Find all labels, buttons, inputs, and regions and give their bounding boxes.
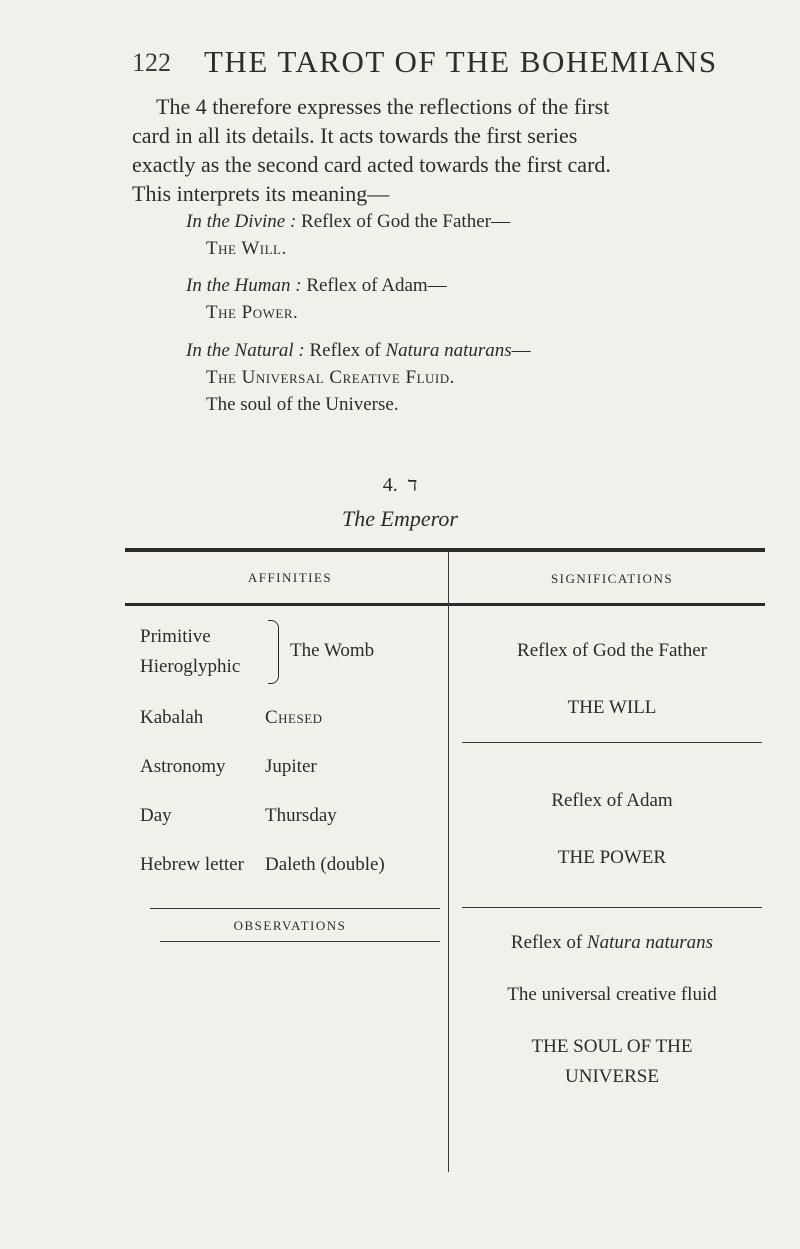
aspect-text: Reflex of God the Father— <box>301 211 510 232</box>
signification-line: Reflex of Natura naturans <box>510 932 714 953</box>
header-significations: SIGNIFICATIONS <box>550 571 674 586</box>
hebrew-letter: ד <box>407 474 418 496</box>
aspect-human: In the Human : Reflex of Adam— The Power. <box>186 272 447 326</box>
signification-line: Reflex of Adam <box>551 790 673 811</box>
aspect-label: In the Natural <box>186 340 294 361</box>
signification-caps: UNIVERSE <box>565 1066 659 1087</box>
affinity-key: Day <box>140 805 172 826</box>
aspect-sub: The Power. <box>206 302 299 323</box>
aspect-sub: The soul of the Universe. <box>206 394 399 415</box>
aspect-text: Reflex of <box>309 340 381 361</box>
signification-line: The universal creative fluid <box>507 984 717 1005</box>
affinity-value: Thursday <box>265 805 337 826</box>
aspect-label: In the Human <box>186 275 291 296</box>
affinity-key: Primitive <box>140 626 211 647</box>
intro-paragraph <box>132 92 772 208</box>
running-title: THE TAROT OF THE BOHEMIANS <box>204 44 718 79</box>
affinity-value: Daleth (double) <box>265 854 385 875</box>
aspect-sub: The Universal Creative Fluid. <box>206 367 455 388</box>
signification-line: Reflex of God the Father <box>517 640 707 661</box>
affinity-value: The Womb <box>290 640 375 661</box>
affinity-key: Hebrew letter <box>140 854 244 875</box>
page-number: 122 <box>132 48 171 77</box>
signification-caps: THE WILL <box>567 697 657 718</box>
paragraph-line: exactly as the second card acted towards the first card. <box>132 152 611 177</box>
observations-top-rule <box>150 908 440 909</box>
affinity-key: Hieroglyphic <box>140 656 241 677</box>
paragraph-line: The 4 therefore expresses the reflections of the first <box>156 94 610 119</box>
aspect-text: Reflex of Adam— <box>306 275 447 296</box>
affinity-key: Kabalah <box>140 707 204 728</box>
signification-caps: THE POWER <box>557 847 667 868</box>
observations-bottom-rule <box>160 941 440 942</box>
aspect-natural: In the Natural : Reflex of Natura naturans— The Universal Creative Fluid. The soul of the Universe. <box>186 337 531 418</box>
brace <box>268 620 279 684</box>
aspect-text-italic: Natura naturans <box>385 340 512 361</box>
header-affinities: AFFINITIES <box>247 570 333 585</box>
affinity-key: Astronomy <box>140 756 226 777</box>
header-bottom-rule <box>125 603 765 606</box>
affinity-value: Jupiter <box>265 756 317 777</box>
signification-rule <box>462 742 762 743</box>
header-observations: OBSERVATIONS <box>233 918 347 933</box>
aspect-label: In the Divine <box>186 211 286 232</box>
card-number: 4. ד <box>382 474 418 496</box>
paragraph-line: card in all its details. It acts towards the first series <box>132 123 578 148</box>
paragraph-line: This interprets its meaning— <box>132 181 390 206</box>
card-title: The Emperor <box>342 506 458 531</box>
signification-rule <box>462 907 762 908</box>
signification-caps: THE SOUL OF THE <box>531 1036 693 1057</box>
affinity-value: Chesed <box>265 707 323 728</box>
page-header <box>132 44 770 78</box>
table-top-rule <box>125 548 765 552</box>
column-divider <box>448 552 449 1172</box>
aspect-sub: The Will. <box>206 238 287 259</box>
aspect-divine: In the Divine : Reflex of God the Father— The Will. <box>186 208 510 262</box>
